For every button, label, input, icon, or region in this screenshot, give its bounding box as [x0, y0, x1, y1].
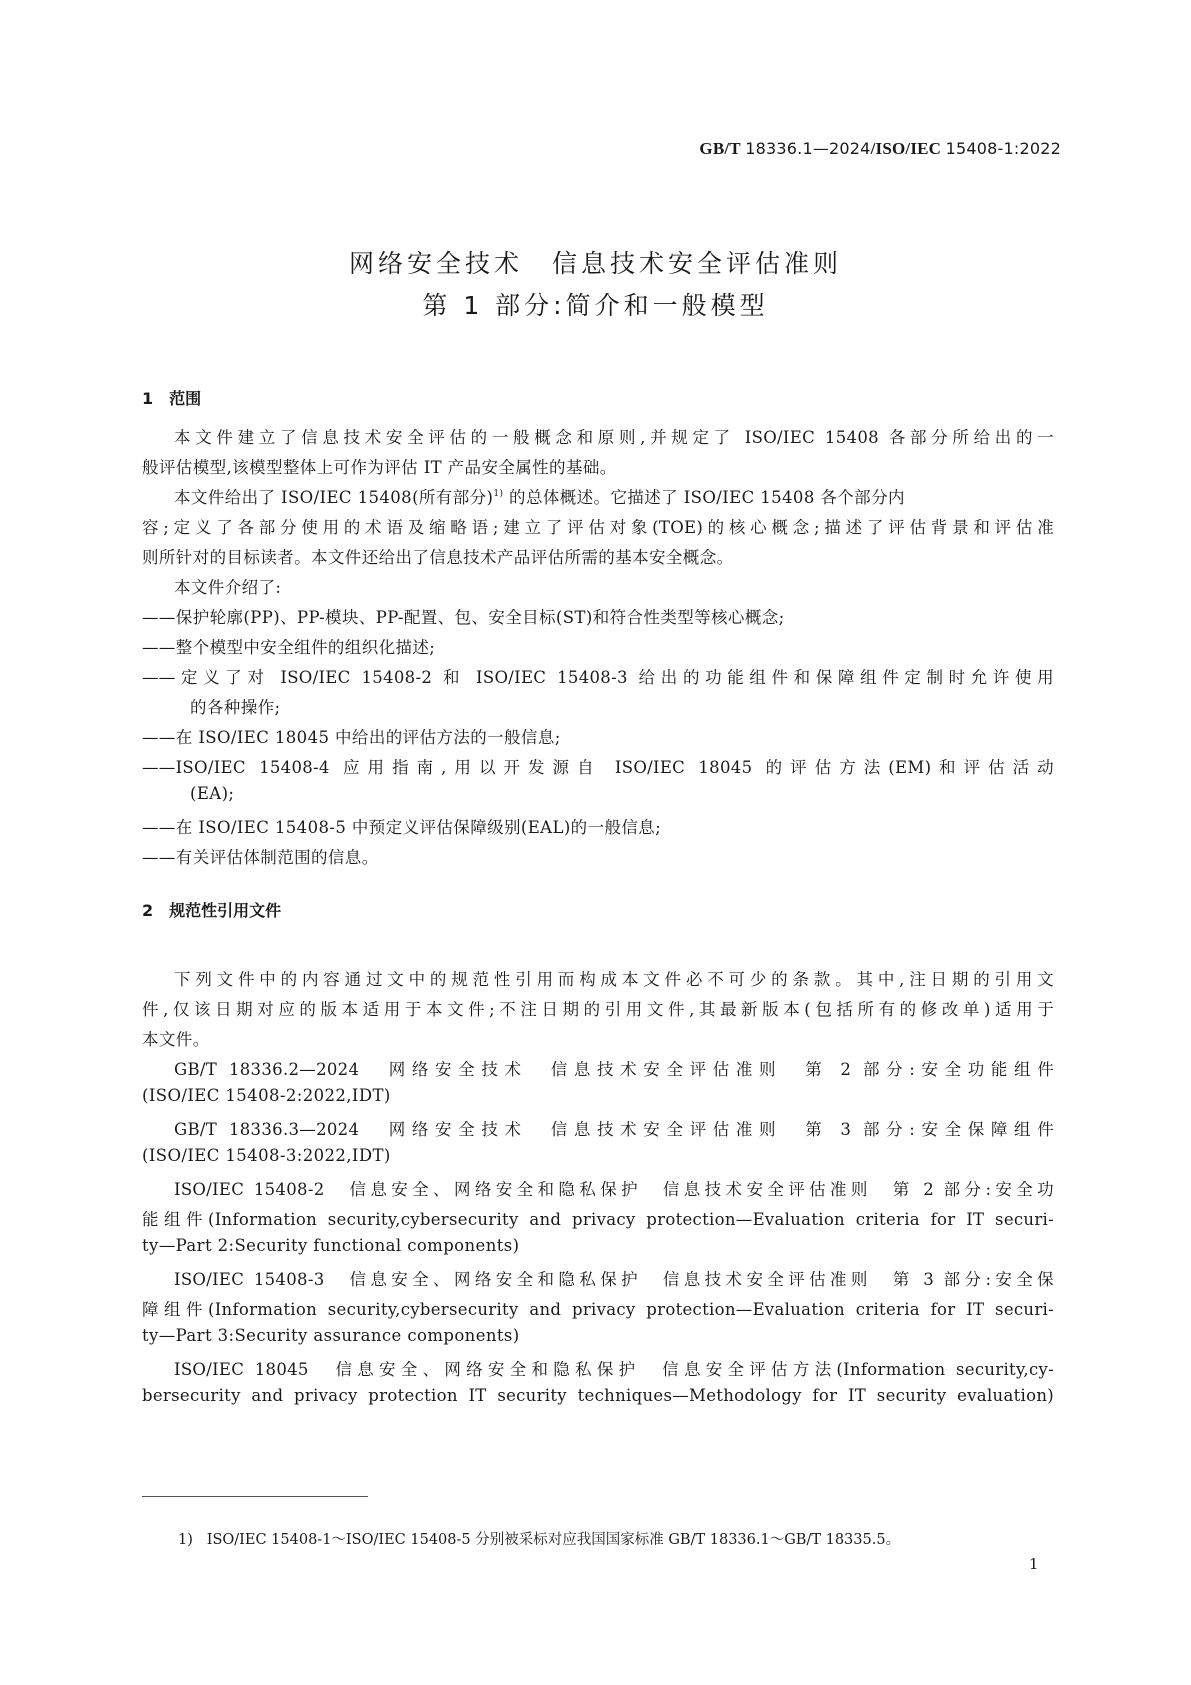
page-number: 1: [1029, 1555, 1039, 1573]
reference-item: ISO/IEC 18045 信息安全、网络安全和隐私保护 信息安全评估方法(Information security,cy-: [174, 1360, 1054, 1379]
document-title-line1: 网络安全技术 信息技术安全评估准则: [348, 249, 842, 278]
reference-item: ISO/IEC 15408-2 信息安全、网络安全和隐私保护 信息技术安全评估准则 第 2 部分:安全功: [174, 1180, 1054, 1199]
footnote-marker: 1): [178, 1532, 193, 1548]
list-item-continuation: (EA);: [190, 784, 235, 803]
reference-item: GB/T 18336.3—2024 网络安全技术 信息技术安全评估准则 第 3 部分:安全保障组件: [174, 1120, 1054, 1139]
std-code-separator: /: [870, 139, 876, 158]
footnote-ref: 1): [493, 489, 504, 499]
list-item: ——ISO/IEC 15408-4 应用指南,用以开发源自 ISO/IEC 18045 的评估方法(EM)和评估活动: [142, 758, 1054, 777]
list-item: ——在 ISO/IEC 15408-5 中预定义评估保障级别(EAL)的一般信息;: [142, 818, 662, 837]
list-item: ——整个模型中安全组件的组织化描述;: [142, 638, 436, 657]
scope-para2-line2: 容;定义了各部分使用的术语及缩略语;建立了评估对象(TOE)的核心概念;描述了评估背景和评估准: [142, 518, 1054, 537]
scope-intro: 本文件介绍了:: [174, 578, 282, 597]
list-item: ——保护轮廓(PP)、PP-模块、PP-配置、包、安全目标(ST)和符合性类型等核心概念;: [142, 608, 785, 627]
standard-code: [699, 139, 1061, 159]
refs-para-line3: 本文件。: [142, 1030, 210, 1049]
std-code-number: 18336.1—2024: [745, 139, 871, 158]
document-title-line2: 第 1 部分:简介和一般模型: [422, 291, 769, 320]
refs-para-line2: 件,仅该日期对应的版本适用于本文件;不注日期的引用文件,其最新版本(包括所有的修改单)适用于: [142, 1000, 1054, 1019]
reference-item-cont: (ISO/IEC 15408-3:2022,IDT): [142, 1146, 391, 1165]
list-item: ——在 ISO/IEC 18045 中给出的评估方法的一般信息;: [142, 728, 561, 747]
reference-item-cont: ty—Part 2:Security functional components): [142, 1236, 520, 1255]
std-code-prefix: GB/T: [699, 139, 741, 158]
iso-number: 15408-1:2022: [945, 139, 1061, 158]
scope-para1-line1: 本文件建立了信息技术安全评估的一般概念和原则,并规定了 ISO/IEC 15408 各部分所给出的一: [174, 428, 1054, 447]
section-heading-normative-references: 2 规范性引用文件: [142, 901, 282, 920]
scope-para2-line1: [174, 484, 905, 508]
list-item-continuation: 的各种操作;: [190, 698, 281, 717]
footnote-text: ISO/IEC 15408-1～ISO/IEC 15408-5 分别被采标对应我国国家标准 GB/T 18336.1～GB/T 18335.5。: [206, 1532, 901, 1548]
reference-item: GB/T 18336.2—2024 网络安全技术 信息技术安全评估准则 第 2 部分:安全功能组件: [174, 1060, 1054, 1079]
refs-para-line1: 下列文件中的内容通过文中的规范性引用而构成本文件必不可少的条款。其中,注日期的引用文: [174, 970, 1054, 989]
iso-prefix: ISO/IEC: [875, 139, 942, 158]
section-heading-scope: 1 范围: [142, 389, 202, 408]
reference-item-cont: 障组件(Information security,cybersecurity and privacy protection—Evaluation criteria for IT securi-: [142, 1300, 1054, 1319]
list-item: ——定义了对 ISO/IEC 15408-2 和 ISO/IEC 15408-3 给出的功能组件和保障组件定制时允许使用: [142, 668, 1054, 687]
scope-para2-text-cont: 的总体概述。它描述了 ISO/IEC 15408 各个部分内: [503, 488, 905, 507]
footnote-divider: [142, 1496, 368, 1497]
reference-item-cont: bersecurity and privacy protection IT security techniques—Methodology for IT security evaluation): [142, 1386, 1054, 1405]
scope-para2-text: 本文件给出了 ISO/IEC 15408(所有部分): [174, 488, 494, 507]
reference-item-cont: 能组件(Information security,cybersecurity and privacy protection—Evaluation criteria for IT securi-: [142, 1210, 1054, 1229]
reference-item-cont: (ISO/IEC 15408-2:2022,IDT): [142, 1086, 391, 1105]
list-item: ——有关评估体制范围的信息。: [142, 848, 379, 867]
reference-item-cont: ty—Part 3:Security assurance components): [142, 1326, 520, 1345]
scope-para1-line2: 般评估模型,该模型整体上可作为评估 IT 产品安全属性的基础。: [142, 458, 617, 477]
footnote: [178, 1528, 900, 1549]
reference-item: ISO/IEC 15408-3 信息安全、网络安全和隐私保护 信息技术安全评估准则 第 3 部分:安全保: [174, 1270, 1054, 1289]
scope-para2-line3: 则所针对的目标读者。本文件还给出了信息技术产品评估所需的基本安全概念。: [142, 548, 734, 567]
